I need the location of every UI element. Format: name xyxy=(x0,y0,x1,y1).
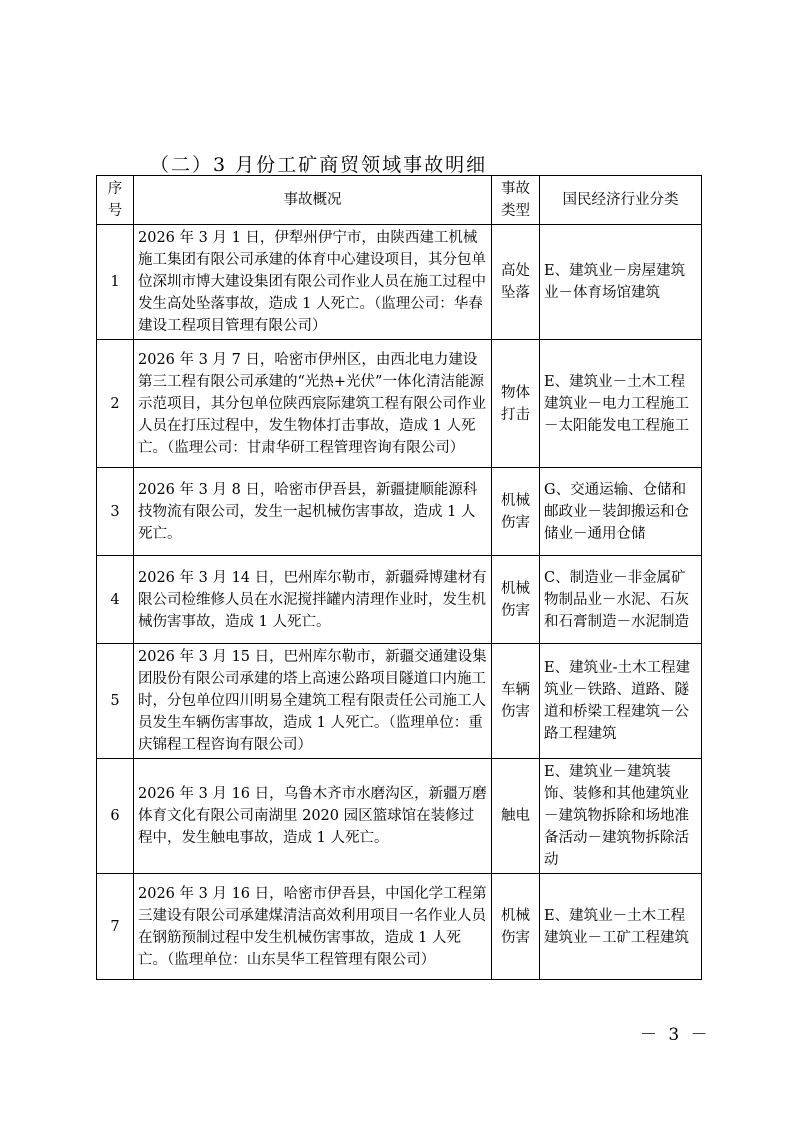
row-number: 6 xyxy=(97,759,134,874)
header-industry: 国民经济行业分类 xyxy=(540,176,702,225)
row-number: 3 xyxy=(97,468,134,556)
row-type: 机械伤害 xyxy=(492,556,540,644)
row-number: 1 xyxy=(97,225,134,340)
header-summary: 事故概况 xyxy=(134,176,492,225)
row-summary: 2026 年 3 月 1 日，伊犁州伊宁市，由陕西建工机械施工集团有限公司承建的体育中心建设项目，其分包单位深圳市博大建设集团有限公司作业人员在施工过程中发生高处坠落事故，造成 1 人死亡。（监理公司：华春建设工程项目管理有限公司） xyxy=(134,225,492,340)
row-number: 5 xyxy=(97,644,134,759)
row-summary: 2026 年 3 月 15 日，巴州库尔勒市，新疆交通建设集团股份有限公司承建的塔上高速公路项目隧道口内施工时，分包单位四川明易全建筑工程有限责任公司施工人员发生车辆伤害事故，造成 1 人死亡。（监理单位：重庆锦程工程咨询有限公司） xyxy=(134,644,492,759)
header-type: 事故类型 xyxy=(492,176,540,225)
table-row xyxy=(97,556,702,644)
row-industry: C、制造业－非金属矿物制品业－水泥、石灰和石膏制造－水泥制造 xyxy=(540,556,702,644)
row-type: 触电 xyxy=(492,759,540,874)
row-number: 7 xyxy=(97,874,134,980)
table-row xyxy=(97,468,702,556)
row-industry: E、建筑业－房屋建筑业－体育场馆建筑 xyxy=(540,225,702,340)
row-summary: 2026 年 3 月 16 日，乌鲁木齐市水磨沟区，新疆万磨体育文化有限公司南湖里 2020 园区篮球馆在装修过程中，发生触电事故，造成 1 人死亡。 xyxy=(134,759,492,874)
row-type: 高处坠落 xyxy=(492,225,540,340)
row-summary: 2026 年 3 月 7 日，哈密市伊州区，由西北电力建设第三工程有限公司承建的“光热+光伏”一体化清洁能源示范项目，其分包单位陕西宸际建筑工程有限公司作业人员在打压过程中，发生物体打击事故，造成 1 人死亡。（监理公司：甘肃华研工程管理咨询有限公司） xyxy=(134,340,492,468)
row-type: 机械伤害 xyxy=(492,468,540,556)
row-type: 机械伤害 xyxy=(492,874,540,980)
table-header-row xyxy=(97,176,702,225)
row-number: 4 xyxy=(97,556,134,644)
row-summary: 2026 年 3 月 8 日，哈密市伊吾县，新疆捷顺能源科技物流有限公司，发生一起机械伤害事故，造成 1 人死亡。 xyxy=(134,468,492,556)
page-title: （二）3 月份工矿商贸领域事故明细 xyxy=(150,154,488,176)
table-row xyxy=(97,874,702,980)
row-type: 物体打击 xyxy=(492,340,540,468)
table-row xyxy=(97,340,702,468)
accident-table xyxy=(96,175,702,980)
row-industry: E、建筑业－土木工程建筑业－电力工程施工－太阳能发电工程施工 xyxy=(540,340,702,468)
row-industry: E、建筑业－建筑装饰、装修和其他建筑业－建筑物拆除和场地准备活动－建筑物拆除活动 xyxy=(540,759,702,874)
row-type: 车辆伤害 xyxy=(492,644,540,759)
table-row xyxy=(97,759,702,874)
row-summary: 2026 年 3 月 16 日，哈密市伊吾县，中国化学工程第三建设有限公司承建煤清洁高效利用项目一名作业人员在钢筋预制过程中发生机械伤害事故，造成 1 人死亡。（监理单位：山东昊华工程管理有限公司） xyxy=(134,874,492,980)
table-row xyxy=(97,225,702,340)
row-number: 2 xyxy=(97,340,134,468)
header-seq: 序号 xyxy=(97,176,134,225)
row-industry: E、建筑业－土木工程建筑业－工矿工程建筑 xyxy=(540,874,702,980)
table-row xyxy=(97,644,702,759)
row-summary: 2026 年 3 月 14 日，巴州库尔勒市，新疆舜博建材有限公司检维修人员在水泥搅拌罐内清理作业时，发生机械伤害事故，造成 1 人死亡。 xyxy=(134,556,492,644)
row-industry: E、建筑业-土木工程建筑业－铁路、道路、隧道和桥梁工程建筑－公路工程建筑 xyxy=(540,644,702,759)
page-number: － 3 － xyxy=(640,1025,711,1045)
row-industry: G、交通运输、仓储和邮政业－装卸搬运和仓储业－通用仓储 xyxy=(540,468,702,556)
